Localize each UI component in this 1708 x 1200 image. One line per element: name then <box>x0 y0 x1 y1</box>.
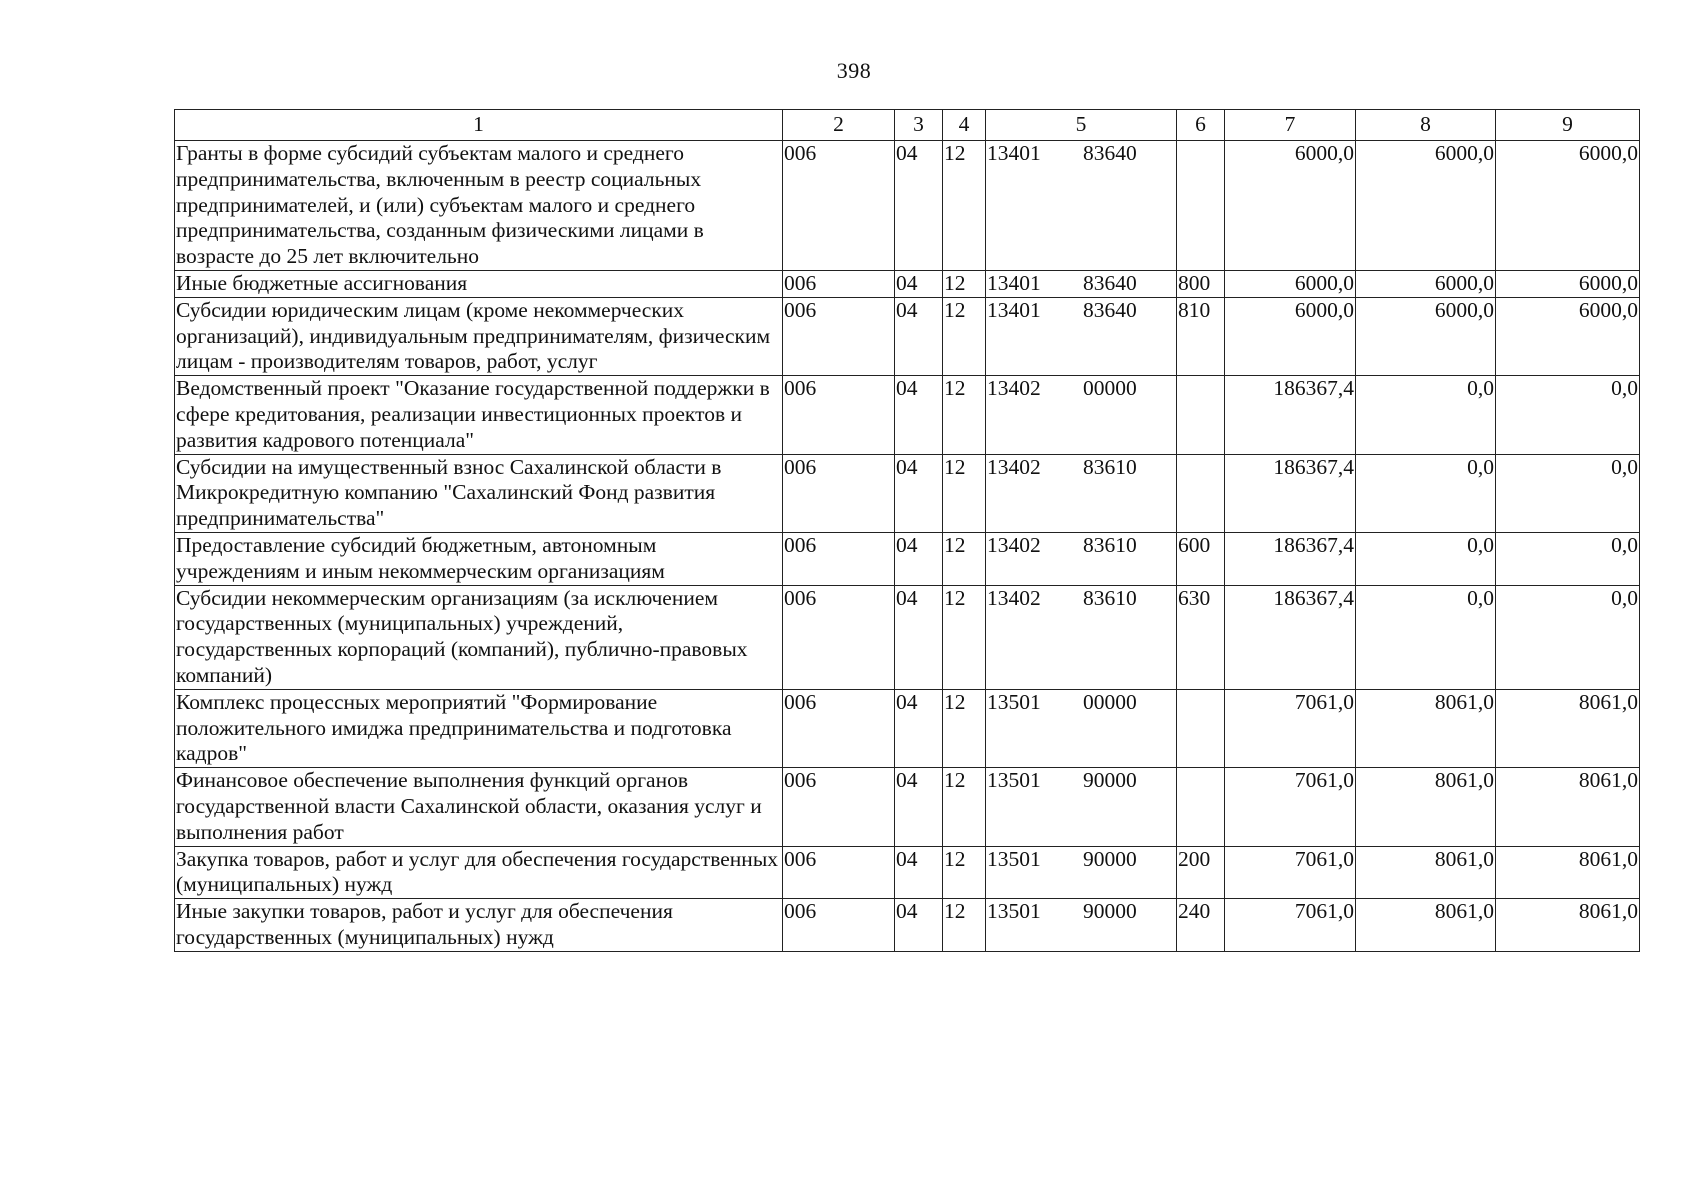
target-article-code <box>986 768 1177 846</box>
table-row <box>175 532 1640 585</box>
row-name: Иные бюджетные ассигнования <box>175 270 783 297</box>
program-code: 13402 <box>987 454 1041 479</box>
program-code: 13402 <box>987 532 1041 557</box>
amount-col7: 186367,4 <box>1225 376 1356 454</box>
ministry-code: 006 <box>783 454 895 532</box>
page-number: 398 <box>836 58 872 83</box>
target-article-code <box>986 297 1177 375</box>
amount-col7: 7061,0 <box>1225 768 1356 846</box>
amount-col9: 6000,0 <box>1496 141 1640 271</box>
ministry-code: 006 <box>783 846 895 899</box>
subsection-code: 12 <box>943 689 986 767</box>
subsection-code: 12 <box>943 532 986 585</box>
expense-type-code: 600 <box>1177 532 1225 585</box>
program-code: 13501 <box>987 846 1041 871</box>
target-article-code <box>986 532 1177 585</box>
subsection-code: 12 <box>943 376 986 454</box>
row-name: Субсидии юридическим лицам (кроме некоммерческих организаций), индивидуальным предпринимателям, физическим лицам - производителям товаров, работ, услуг <box>175 297 783 375</box>
direction-code: 00000 <box>1083 689 1137 714</box>
subsection-code: 12 <box>943 768 986 846</box>
column-header: 8 <box>1356 110 1496 141</box>
subsection-code: 12 <box>943 270 986 297</box>
expense-type-code: 240 <box>1177 899 1225 952</box>
column-header: 7 <box>1225 110 1356 141</box>
row-name: Субсидии некоммерческим организациям (за исключением государственных (муниципальных) учреждений, государственных корпораций (компаний), публично-правовых компаний) <box>175 585 783 689</box>
budget-table <box>174 109 1640 952</box>
amount-col9: 8061,0 <box>1496 689 1640 767</box>
amount-col7: 7061,0 <box>1225 689 1356 767</box>
section-code: 04 <box>895 585 943 689</box>
program-code: 13501 <box>987 689 1041 714</box>
ministry-code: 006 <box>783 689 895 767</box>
ministry-code: 006 <box>783 899 895 952</box>
program-code: 13401 <box>987 297 1041 322</box>
column-header: 2 <box>783 110 895 141</box>
expense-type-code <box>1177 454 1225 532</box>
amount-col8: 8061,0 <box>1356 768 1496 846</box>
target-article-code <box>986 899 1177 952</box>
amount-col9: 6000,0 <box>1496 270 1640 297</box>
table-row <box>175 768 1640 846</box>
direction-code: 90000 <box>1083 768 1137 793</box>
amount-col8: 0,0 <box>1356 532 1496 585</box>
expense-type-code: 810 <box>1177 297 1225 375</box>
amount-col7: 6000,0 <box>1225 141 1356 271</box>
direction-code: 00000 <box>1083 376 1137 401</box>
section-code: 04 <box>895 846 943 899</box>
direction-code: 83610 <box>1083 585 1137 610</box>
table-row <box>175 846 1640 899</box>
ministry-code: 006 <box>783 141 895 271</box>
target-article-code <box>986 454 1177 532</box>
direction-code: 90000 <box>1083 846 1137 871</box>
program-code: 13402 <box>987 376 1041 401</box>
section-code: 04 <box>895 768 943 846</box>
section-code: 04 <box>895 141 943 271</box>
row-name: Комплекс процессных мероприятий "Формирование положительного имиджа предпринимательства и подготовка кадров" <box>175 689 783 767</box>
row-name: Финансовое обеспечение выполнения функций органов государственной власти Сахалинской области, оказания услуг и выполнения работ <box>175 768 783 846</box>
table-row <box>175 585 1640 689</box>
table-row <box>175 141 1640 271</box>
target-article-code <box>986 846 1177 899</box>
section-code: 04 <box>895 689 943 767</box>
target-article-code <box>986 376 1177 454</box>
table-row <box>175 689 1640 767</box>
expense-type-code: 200 <box>1177 846 1225 899</box>
amount-col9: 8061,0 <box>1496 899 1640 952</box>
amount-col7: 186367,4 <box>1225 454 1356 532</box>
direction-code: 83640 <box>1083 297 1137 322</box>
column-header: 3 <box>895 110 943 141</box>
ministry-code: 006 <box>783 585 895 689</box>
program-code: 13501 <box>987 899 1041 924</box>
subsection-code: 12 <box>943 454 986 532</box>
row-name: Закупка товаров, работ и услуг для обеспечения государственных (муниципальных) нужд <box>175 846 783 899</box>
row-name: Иные закупки товаров, работ и услуг для обеспечения государственных (муниципальных) нужд <box>175 899 783 952</box>
amount-col7: 6000,0 <box>1225 297 1356 375</box>
amount-col7: 6000,0 <box>1225 270 1356 297</box>
direction-code: 83640 <box>1083 141 1137 165</box>
ministry-code: 006 <box>783 297 895 375</box>
table-row <box>175 270 1640 297</box>
amount-col8: 8061,0 <box>1356 846 1496 899</box>
amount-col8: 6000,0 <box>1356 297 1496 375</box>
table-body <box>175 141 1640 952</box>
ministry-code: 006 <box>783 532 895 585</box>
subsection-code: 12 <box>943 585 986 689</box>
amount-col7: 7061,0 <box>1225 846 1356 899</box>
header-row <box>175 110 1640 141</box>
amount-col8: 0,0 <box>1356 585 1496 689</box>
amount-col9: 6000,0 <box>1496 297 1640 375</box>
row-name: Предоставление субсидий бюджетным, автономным учреждениям и иным некоммерческим организациям <box>175 532 783 585</box>
target-article-code <box>986 585 1177 689</box>
expense-type-code: 630 <box>1177 585 1225 689</box>
row-name: Ведомственный проект "Оказание государственной поддержки в сфере кредитования, реализации инвестиционных проектов и развития кадрового потенциала" <box>175 376 783 454</box>
expense-type-code <box>1177 376 1225 454</box>
amount-col7: 186367,4 <box>1225 532 1356 585</box>
column-header: 5 <box>986 110 1177 141</box>
direction-code: 90000 <box>1083 899 1137 924</box>
table-row <box>175 899 1640 952</box>
expense-type-code <box>1177 768 1225 846</box>
direction-code: 83640 <box>1083 270 1137 295</box>
ministry-code: 006 <box>783 376 895 454</box>
amount-col7: 7061,0 <box>1225 899 1356 952</box>
expense-type-code <box>1177 689 1225 767</box>
amount-col8: 6000,0 <box>1356 141 1496 271</box>
column-header: 9 <box>1496 110 1640 141</box>
amount-col8: 0,0 <box>1356 376 1496 454</box>
table-row <box>175 376 1640 454</box>
section-code: 04 <box>895 297 943 375</box>
subsection-code: 12 <box>943 899 986 952</box>
subsection-code: 12 <box>943 846 986 899</box>
program-code: 13402 <box>987 585 1041 610</box>
target-article-code <box>986 141 1177 271</box>
amount-col9: 0,0 <box>1496 376 1640 454</box>
target-article-code <box>986 270 1177 297</box>
amount-col9: 8061,0 <box>1496 768 1640 846</box>
direction-code: 83610 <box>1083 454 1137 479</box>
section-code: 04 <box>895 532 943 585</box>
amount-col8: 0,0 <box>1356 454 1496 532</box>
section-code: 04 <box>895 376 943 454</box>
table-row <box>175 297 1640 375</box>
program-code: 13401 <box>987 141 1041 165</box>
amount-col7: 186367,4 <box>1225 585 1356 689</box>
amount-col9: 8061,0 <box>1496 846 1640 899</box>
section-code: 04 <box>895 270 943 297</box>
program-code: 13401 <box>987 270 1041 295</box>
column-header: 1 <box>175 110 783 141</box>
ministry-code: 006 <box>783 270 895 297</box>
target-article-code <box>986 689 1177 767</box>
amount-col8: 8061,0 <box>1356 899 1496 952</box>
row-name: Гранты в форме субсидий субъектам малого и среднего предпринимательства, включенным в реестр социальных предпринимателей, и (или) субъектам малого и среднего предпринимательства, созданным физическими лицами в возрасте до 25 лет включительно <box>175 141 783 271</box>
expense-type-code <box>1177 141 1225 271</box>
section-code: 04 <box>895 454 943 532</box>
amount-col9: 0,0 <box>1496 454 1640 532</box>
subsection-code: 12 <box>943 297 986 375</box>
amount-col9: 0,0 <box>1496 585 1640 689</box>
subsection-code: 12 <box>943 141 986 271</box>
program-code: 13501 <box>987 768 1041 793</box>
amount-col8: 8061,0 <box>1356 689 1496 767</box>
amount-col8: 6000,0 <box>1356 270 1496 297</box>
table-row <box>175 454 1640 532</box>
expense-type-code: 800 <box>1177 270 1225 297</box>
amount-col9: 0,0 <box>1496 532 1640 585</box>
direction-code: 83610 <box>1083 532 1137 557</box>
ministry-code: 006 <box>783 768 895 846</box>
column-header: 4 <box>943 110 986 141</box>
section-code: 04 <box>895 899 943 952</box>
column-header: 6 <box>1177 110 1225 141</box>
row-name: Субсидии на имущественный взнос Сахалинской области в Микрокредитную компанию "Сахалинский Фонд развития предпринимательства" <box>175 454 783 532</box>
